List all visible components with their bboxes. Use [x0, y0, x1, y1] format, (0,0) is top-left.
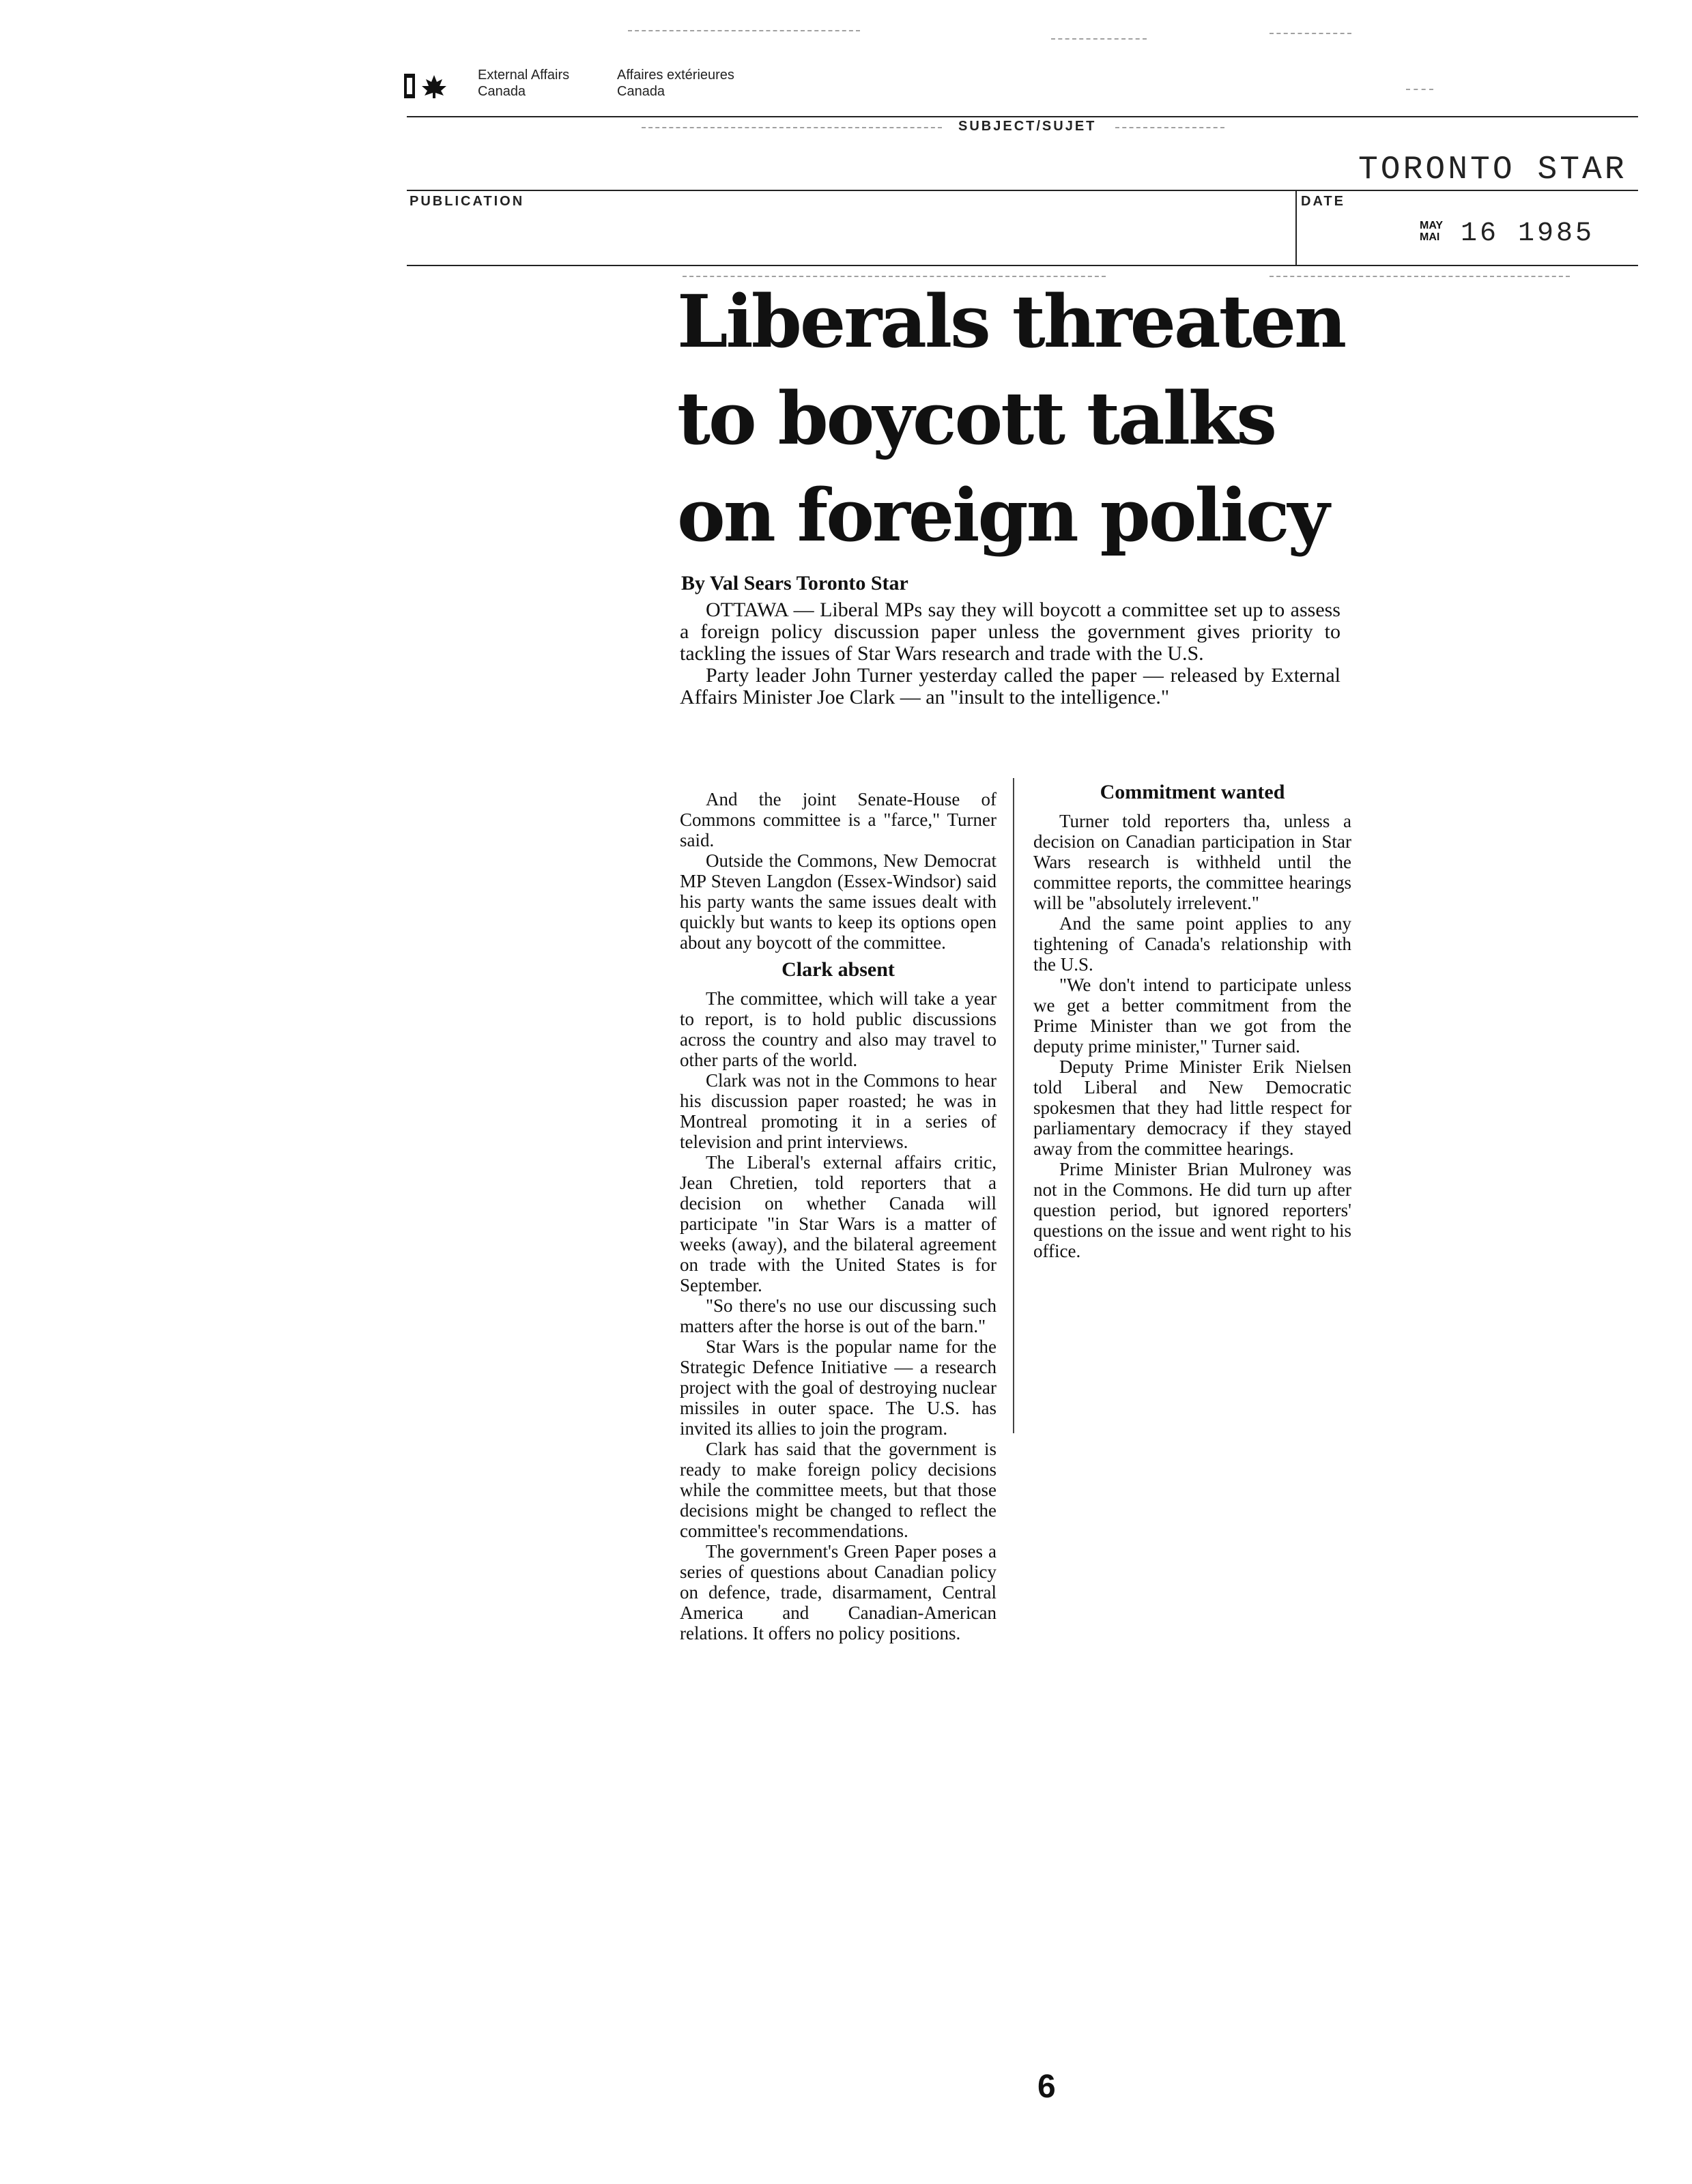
- body-paragraph: The government's Green Paper poses a series of questions about Canadian policy on defence, trade, disarmament, Central America and Canadian-American relations. It offers no policy positions.: [680, 1541, 996, 1643]
- body-paragraph: Deputy Prime Minister Erik Nielsen told Liberal and New Democratic spokesmen that they had little respect for parliamentary democracy if they stayed away from the committee hearings.: [1033, 1057, 1351, 1159]
- article-left-column: [680, 789, 996, 1643]
- scan-noise: [628, 30, 860, 31]
- body-paragraph: Clark was not in the Commons to hear his discussion paper roasted; he was in Montreal promoting it in a series of television and print interviews.: [680, 1070, 996, 1152]
- body-paragraph: The Liberal's external affairs critic, Jean Chretien, told reporters that a decision on whether Canada will participate "in Star Wars is a matter of weeks (away), and the bilateral agreement on trade with the United States is for September.: [680, 1152, 996, 1295]
- article-right-column: [1033, 775, 1351, 1261]
- body-paragraph: "We don't intend to participate unless we get a better commitment from the Prime Minister than we got from the deputy prime minister," Turner said.: [1033, 975, 1351, 1057]
- article-byline: By Val Sears Toronto Star: [681, 572, 908, 594]
- subhead-commitment-wanted: Commitment wanted: [1100, 781, 1285, 803]
- body-paragraph: Clark has said that the government is ready to make foreign policy decisions while the committee meets, but that those decisions might be changed to reflect the committee's recommendations.: [680, 1439, 996, 1541]
- body-paragraph: And the same point applies to any tightening of Canada's relationship with the U.S.: [1033, 913, 1351, 975]
- scan-noise: [1406, 89, 1433, 90]
- department-name-fr: Affaires extérieures Canada: [617, 68, 734, 99]
- body-paragraph: Prime Minister Brian Mulroney was not in the Commons. He did turn up after question period, but ignored reporters' questions on the issue and went right to his office.: [1033, 1159, 1351, 1261]
- subject-label: SUBJECT/SUJET: [958, 119, 1097, 134]
- lead-paragraph: Party leader John Turner yesterday called the paper — released by External Affairs Minister Joe Clark — an "insult to the intelligence.": [680, 664, 1340, 708]
- subhead-clark-absent: Clark absent: [782, 958, 895, 981]
- scan-noise: [1270, 33, 1351, 34]
- lead-paragraph: OTTAWA — Liberal MPs say they will boycott a committee set up to assess a foreign policy discussion paper unless the government gives priority to tackling the issues of Star Wars research and trade with the U.S.: [680, 599, 1340, 665]
- scan-noise: [1115, 127, 1224, 128]
- body-paragraph: Turner told reporters tha, unless a decision on Canadian participation in Star Wars research is withheld until the committee reports, the committee hearings will be "absolutely irrelevent.": [1033, 811, 1351, 913]
- body-paragraph: Outside the Commons, New Democrat MP Steven Langdon (Essex-Windsor) said his party wants the same issues dealt with quickly but wants to keep its options open about any boycott of the committee.: [680, 850, 996, 953]
- article-lead: [680, 599, 1340, 708]
- page-number: 6: [1037, 2069, 1056, 2105]
- date-rule: [407, 265, 1638, 266]
- canada-flag-icon: [404, 72, 453, 100]
- department-name-en: External Affairs Canada: [478, 68, 570, 99]
- publication-name: TORONTO STAR: [1358, 152, 1627, 188]
- body-paragraph: "So there's no use our discussing such matters after the horse is out of the barn.": [680, 1295, 996, 1336]
- scan-noise: [642, 127, 942, 128]
- publication-label: PUBLICATION: [410, 194, 525, 209]
- date-value: 16 1985: [1461, 218, 1595, 249]
- article-headline: Liberals threaten to boycott talks on foreign policy: [677, 278, 1345, 558]
- date-label: DATE: [1301, 194, 1345, 209]
- body-paragraph: Star Wars is the popular name for the Strategic Defence Initiative — a research project with the goal of destroying nuclear missiles in outer space. The U.S. has invited its allies to join the program.: [680, 1336, 996, 1439]
- body-paragraph: And the joint Senate-House of Commons committee is a "farce," Turner said.: [680, 789, 996, 850]
- top-rule: [407, 116, 1638, 117]
- column-divider: [1013, 778, 1014, 1433]
- body-paragraph: The committee, which will take a year to report, is to hold public discussions across the country and also may travel to other parts of the world.: [680, 988, 996, 1070]
- date-month: MAY MAI: [1420, 220, 1444, 243]
- publication-rule: [407, 190, 1638, 191]
- scan-noise: [1051, 38, 1147, 40]
- date-divider: [1295, 191, 1297, 265]
